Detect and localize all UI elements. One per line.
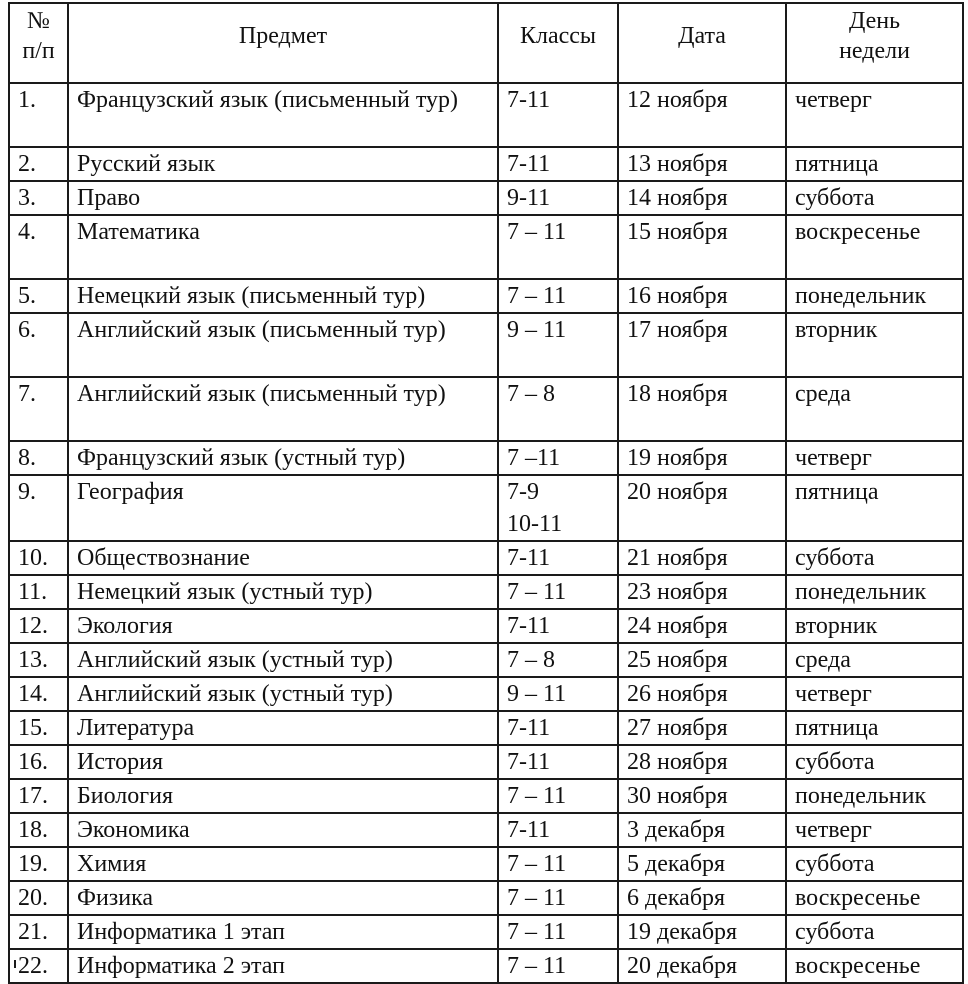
subject-cell: Обществознание: [68, 541, 498, 575]
subject-cell: Химия: [68, 847, 498, 881]
subject-cell: Немецкий язык (письменный тур): [68, 279, 498, 313]
date-cell: 28 ноября: [618, 745, 786, 779]
date-cell: 23 ноября: [618, 575, 786, 609]
weekday-cell: пятница: [786, 711, 963, 745]
classes-cell: 7-9 10-11: [498, 475, 618, 541]
weekday-cell: вторник: [786, 313, 963, 377]
table-row: [9, 881, 963, 915]
subject-cell: Английский язык (письменный тур): [68, 377, 498, 441]
row-number-cell: 18.: [9, 813, 68, 847]
date-cell: 12 ноября: [618, 83, 786, 147]
row-number-cell: 7.: [9, 377, 68, 441]
classes-cell: 7 –11: [498, 441, 618, 475]
table-row: [9, 949, 963, 983]
weekday-cell: понедельник: [786, 575, 963, 609]
weekday-cell: суббота: [786, 745, 963, 779]
weekday-cell: воскресенье: [786, 881, 963, 915]
weekday-cell: пятница: [786, 475, 963, 541]
weekday-cell: четверг: [786, 677, 963, 711]
weekday-cell: суббота: [786, 181, 963, 215]
weekday-cell: вторник: [786, 609, 963, 643]
date-cell: 6 декабря: [618, 881, 786, 915]
table-row: [9, 915, 963, 949]
table-row: [9, 313, 963, 377]
classes-cell: 7 – 11: [498, 215, 618, 279]
table-row: [9, 181, 963, 215]
date-cell: 19 декабря: [618, 915, 786, 949]
subject-cell: Английский язык (устный тур): [68, 677, 498, 711]
classes-cell: 9 – 11: [498, 677, 618, 711]
row-number-cell: 3.: [9, 181, 68, 215]
weekday-cell: среда: [786, 377, 963, 441]
subject-cell: Информатика 1 этап: [68, 915, 498, 949]
subject-cell: Экология: [68, 609, 498, 643]
date-cell: 14 ноября: [618, 181, 786, 215]
table-row: [9, 541, 963, 575]
subject-cell: История: [68, 745, 498, 779]
table-row: [9, 83, 963, 147]
classes-cell: 7 – 11: [498, 847, 618, 881]
subject-cell: Информатика 2 этап: [68, 949, 498, 983]
classes-cell: 7 – 11: [498, 881, 618, 915]
classes-cell: 7-11: [498, 609, 618, 643]
classes-cell: 7 – 8: [498, 377, 618, 441]
header-date: Дата: [618, 3, 786, 83]
classes-cell: 9 – 11: [498, 313, 618, 377]
header-classes: Классы: [498, 3, 618, 83]
date-cell: 16 ноября: [618, 279, 786, 313]
row-number-cell: 17.: [9, 779, 68, 813]
date-cell: 27 ноября: [618, 711, 786, 745]
row-number-cell: 20.: [9, 881, 68, 915]
subject-cell: Биология: [68, 779, 498, 813]
classes-cell: 7-11: [498, 813, 618, 847]
subject-cell: Литература: [68, 711, 498, 745]
row-number-cell: 12.: [9, 609, 68, 643]
row-number-cell: 11.: [9, 575, 68, 609]
weekday-cell: суббота: [786, 847, 963, 881]
row-number-cell: 8.: [9, 441, 68, 475]
row-number-cell: 13.: [9, 643, 68, 677]
table-row: [9, 711, 963, 745]
classes-cell: 7 – 11: [498, 915, 618, 949]
olympiad-schedule-table: [8, 2, 964, 984]
table-row: [9, 779, 963, 813]
date-cell: 5 декабря: [618, 847, 786, 881]
subject-cell: Русский язык: [68, 147, 498, 181]
classes-cell: 7-11: [498, 147, 618, 181]
weekday-cell: воскресенье: [786, 949, 963, 983]
classes-cell: 7-11: [498, 745, 618, 779]
classes-cell: 7-11: [498, 83, 618, 147]
margin-mark: [14, 960, 16, 968]
weekday-cell: среда: [786, 643, 963, 677]
table-row: [9, 441, 963, 475]
row-number-cell: 16.: [9, 745, 68, 779]
date-cell: 25 ноября: [618, 643, 786, 677]
date-cell: 15 ноября: [618, 215, 786, 279]
weekday-cell: четверг: [786, 83, 963, 147]
table-row: [9, 745, 963, 779]
header-weekday: День недели: [786, 3, 963, 83]
row-number-cell: 5.: [9, 279, 68, 313]
date-cell: 30 ноября: [618, 779, 786, 813]
subject-cell: Французский язык (устный тур): [68, 441, 498, 475]
classes-cell: 7-11: [498, 711, 618, 745]
date-cell: 21 ноября: [618, 541, 786, 575]
table-row: [9, 377, 963, 441]
classes-cell: 7 – 11: [498, 575, 618, 609]
weekday-cell: понедельник: [786, 779, 963, 813]
date-cell: 24 ноября: [618, 609, 786, 643]
subject-cell: Право: [68, 181, 498, 215]
row-number-cell: 9.: [9, 475, 68, 541]
table-body: [9, 83, 963, 983]
weekday-cell: пятница: [786, 147, 963, 181]
subject-cell: Английский язык (письменный тур): [68, 313, 498, 377]
classes-cell: 7 – 11: [498, 279, 618, 313]
row-number-cell: 10.: [9, 541, 68, 575]
weekday-cell: суббота: [786, 915, 963, 949]
subject-cell: Экономика: [68, 813, 498, 847]
subject-cell: Математика: [68, 215, 498, 279]
classes-cell: 7 – 8: [498, 643, 618, 677]
table-row: [9, 147, 963, 181]
table-row: [9, 475, 963, 541]
table-row: [9, 643, 963, 677]
classes-cell: 9-11: [498, 181, 618, 215]
row-number-cell: 1.: [9, 83, 68, 147]
date-cell: 13 ноября: [618, 147, 786, 181]
date-cell: 18 ноября: [618, 377, 786, 441]
row-number-cell: 2.: [9, 147, 68, 181]
date-cell: 3 декабря: [618, 813, 786, 847]
row-number-cell: 14.: [9, 677, 68, 711]
header-subject: Предмет: [68, 3, 498, 83]
table-row: [9, 575, 963, 609]
classes-cell: 7-11: [498, 541, 618, 575]
header-row: [9, 3, 963, 83]
row-number-cell: 21.: [9, 915, 68, 949]
weekday-cell: суббота: [786, 541, 963, 575]
row-number-cell: 22.: [9, 949, 68, 983]
weekday-cell: четверг: [786, 441, 963, 475]
row-number-cell: 6.: [9, 313, 68, 377]
date-cell: 17 ноября: [618, 313, 786, 377]
subject-cell: География: [68, 475, 498, 541]
subject-cell: Английский язык (устный тур): [68, 643, 498, 677]
row-number-cell: 15.: [9, 711, 68, 745]
table-row: [9, 609, 963, 643]
classes-cell: 7 – 11: [498, 779, 618, 813]
subject-cell: Французский язык (письменный тур): [68, 83, 498, 147]
classes-cell: 7 – 11: [498, 949, 618, 983]
header-number: № п/п: [9, 3, 68, 83]
weekday-cell: воскресенье: [786, 215, 963, 279]
row-number-cell: 4.: [9, 215, 68, 279]
table-row: [9, 279, 963, 313]
weekday-cell: понедельник: [786, 279, 963, 313]
weekday-cell: четверг: [786, 813, 963, 847]
table-row: [9, 813, 963, 847]
subject-cell: Физика: [68, 881, 498, 915]
table-row: [9, 847, 963, 881]
table-row: [9, 215, 963, 279]
subject-cell: Немецкий язык (устный тур): [68, 575, 498, 609]
table-row: [9, 677, 963, 711]
date-cell: 19 ноября: [618, 441, 786, 475]
date-cell: 26 ноября: [618, 677, 786, 711]
date-cell: 20 ноября: [618, 475, 786, 541]
date-cell: 20 декабря: [618, 949, 786, 983]
row-number-cell: 19.: [9, 847, 68, 881]
